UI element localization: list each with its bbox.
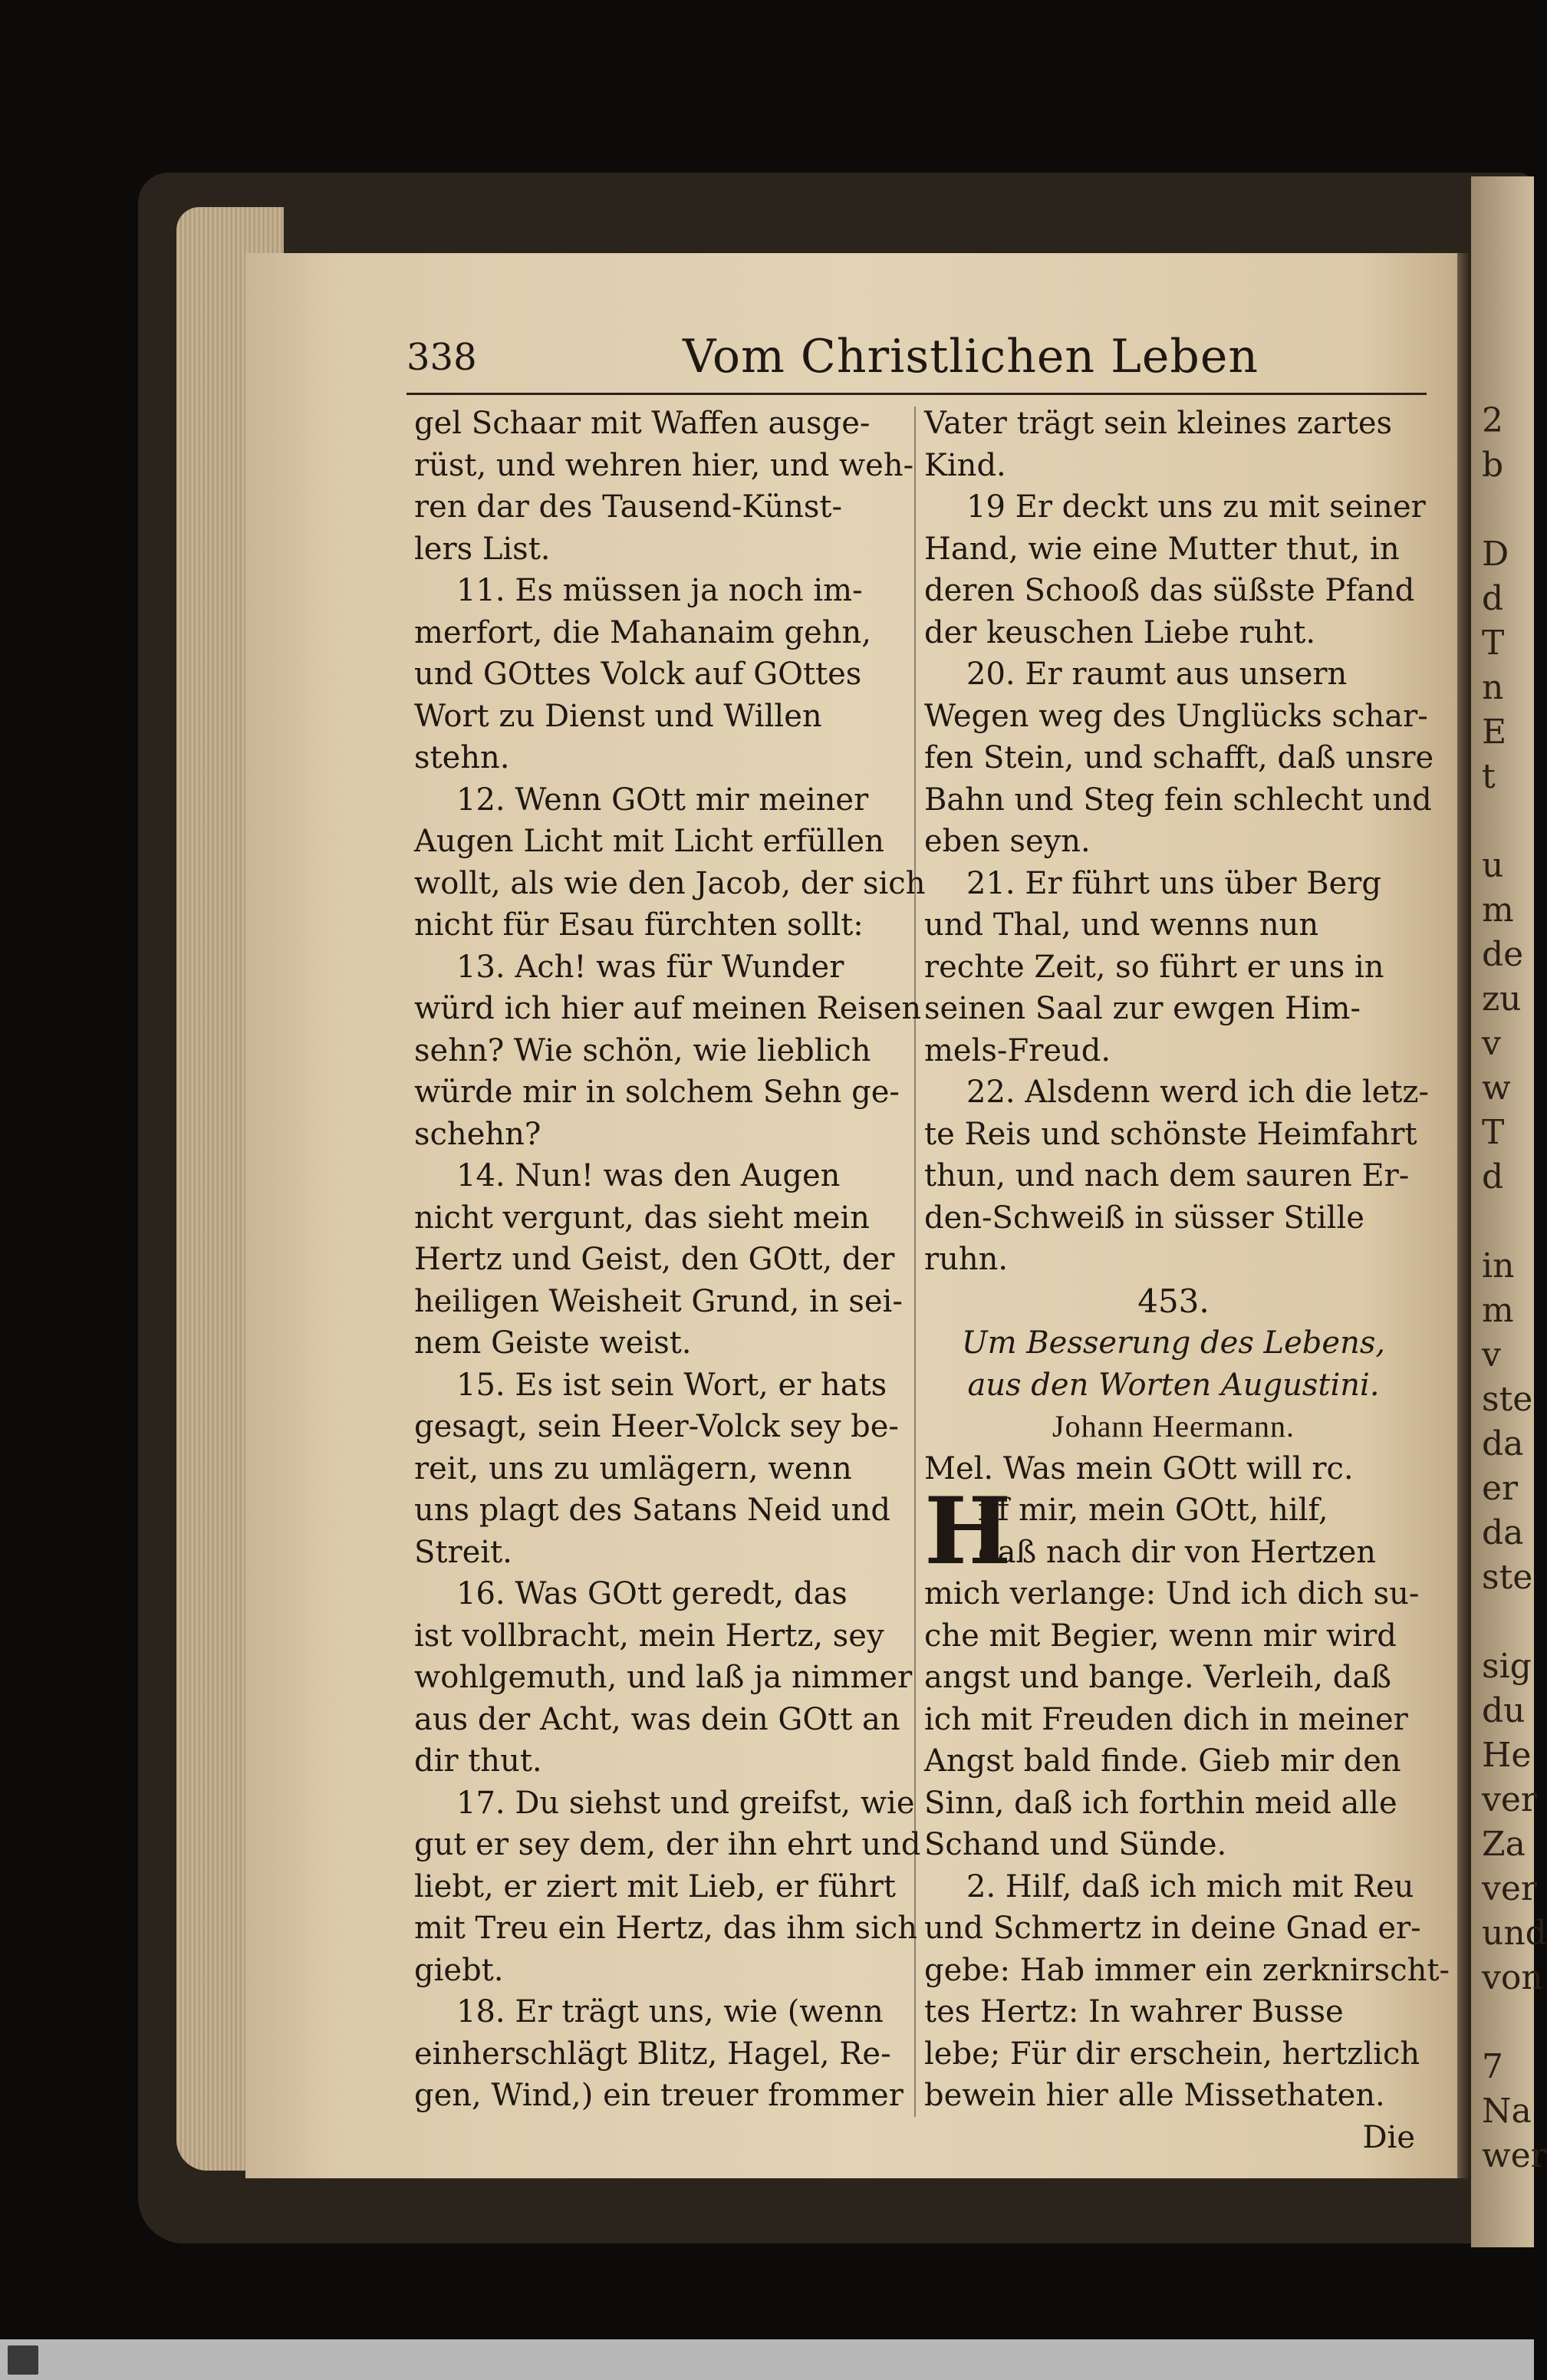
text-line: ich mit Freuden dich in meiner <box>924 1701 1408 1737</box>
catchword: Die <box>1362 2119 1415 2155</box>
facing-fragment-line: da <box>1482 1513 1524 1552</box>
facing-fragment-line: m <box>1482 1291 1514 1330</box>
text-line: 20. Er raumt aus unsern <box>966 657 1348 692</box>
running-head: Vom Christlichen Leben <box>683 330 1259 383</box>
text-line: Wort zu Dienst und Willen <box>414 698 822 734</box>
facing-fragment-line: E <box>1482 713 1507 752</box>
text-line: sehn? Wie schön, wie lieblich <box>414 1032 871 1068</box>
text-line: Angst bald finde. Gieb mir den <box>924 1743 1401 1779</box>
text-line: 17. Du siehst und greifst, wie <box>456 1785 915 1821</box>
facing-fragment-line: T <box>1482 624 1505 663</box>
facing-fragment-line: von <box>1482 1958 1543 1997</box>
text-line: Wegen weg des Unglücks schar- <box>924 698 1428 734</box>
text-line: reit, uns zu umlägern, wenn <box>414 1450 852 1486</box>
text-line: und GOttes Volck auf GOttes <box>414 657 862 692</box>
facing-fragment-line: sig <box>1482 1647 1532 1686</box>
facing-fragment-line: Za <box>1482 1825 1526 1864</box>
facing-fragment-line: zu <box>1482 979 1522 1019</box>
facing-fragment-line: in <box>1482 1246 1515 1285</box>
hymn-melody: Mel. Was mein GOtt will rc. <box>924 1450 1354 1486</box>
facing-fragment-line: u <box>1482 846 1504 885</box>
hymn-author: Johann Heermann. <box>1052 1409 1295 1443</box>
text-line: deren Schooß das süßste Pfand <box>924 573 1415 608</box>
text-line: Bahn und Steg fein schlecht und <box>924 782 1432 818</box>
hymn-second-line: daß nach dir von Hertzen <box>978 1534 1377 1570</box>
text-line: gel Schaar mit Waffen ausge- <box>414 406 871 441</box>
column-divider <box>914 407 916 2117</box>
text-line: Schand und Sünde. <box>924 1827 1227 1862</box>
text-line: 19 Er deckt uns zu mit seiner <box>966 489 1426 525</box>
text-line: schehn? <box>414 1116 541 1152</box>
book-gutter <box>1457 253 1473 2178</box>
drop-cap: H <box>924 1477 1012 1585</box>
facing-fragment-line: D <box>1482 535 1509 574</box>
facing-fragment-line: ste <box>1482 1380 1533 1419</box>
hymn-first-line: ilf mir, mein GOtt, hilf, <box>978 1493 1328 1528</box>
text-line: 12. Wenn GOtt mir meiner <box>456 782 869 818</box>
text-line: 18. Er trägt uns, wie (wenn <box>456 1994 884 2029</box>
text-line: Sinn, daß ich forthin meid alle <box>924 1785 1397 1821</box>
facing-fragment-line: b <box>1482 446 1504 485</box>
text-line: 22. Alsdenn werd ich die letz- <box>966 1075 1429 1110</box>
text-line: 11. Es müssen ja noch im- <box>456 573 863 608</box>
text-line: Streit. <box>414 1534 512 1570</box>
text-line: gesagt, sein Heer-Volck sey be- <box>414 1409 899 1444</box>
text-line: nem Geiste weist. <box>414 1325 692 1361</box>
facing-fragment-line: d <box>1482 579 1504 618</box>
text-line: aus der Acht, was dein GOtt an <box>414 1701 900 1737</box>
text-line: stehn. <box>414 740 510 775</box>
text-line: liebt, er ziert mit Lieb, er führt <box>414 1868 896 1904</box>
text-line: Augen Licht mit Licht erfüllen <box>414 824 884 859</box>
text-line: giebt. <box>414 1952 504 1988</box>
text-line: 14. Nun! was den Augen <box>456 1158 841 1193</box>
facing-fragment-line <box>1482 799 1534 844</box>
facing-fragment-line: ver <box>1482 1780 1537 1819</box>
text-line: wohlgemuth, und laß ja nimmer <box>414 1660 913 1695</box>
right-column-bottom <box>924 1573 1450 2117</box>
text-line: uns plagt des Satans Neid und <box>414 1493 891 1528</box>
text-line: 13. Ach! was für Wunder <box>456 949 844 985</box>
text-line: Vater trägt sein kleines zartes <box>924 406 1393 441</box>
facing-fragment-line: und <box>1482 1914 1547 1953</box>
facing-fragment-line: er <box>1482 1469 1519 1508</box>
text-line: gut er sey dem, der ihn ehrt und <box>414 1827 921 1862</box>
facing-fragment-line: 7 <box>1482 2047 1503 2086</box>
right-column-top <box>924 403 1434 1281</box>
facing-fragment-line: 2 <box>1482 401 1503 440</box>
text-line: lebe; Für dir erschein, hertzlich <box>924 2036 1420 2072</box>
header-rule <box>406 393 1427 395</box>
text-line: ren dar des Tausend-Künst- <box>414 489 842 525</box>
facing-fragment-line <box>1482 1200 1534 1244</box>
text-line: fen Stein, und schafft, daß unsre <box>924 740 1434 775</box>
text-line: angst und bange. Verleih, daß <box>924 1660 1391 1695</box>
text-line: einherschlägt Blitz, Hagel, Re- <box>414 2036 891 2072</box>
text-line: mit Treu ein Hertz, das ihm sich <box>414 1911 918 1946</box>
text-line: den-Schweiß in süsser Stille <box>924 1200 1364 1236</box>
facing-fragment-line: He <box>1482 1736 1532 1775</box>
facing-fragment-line: ver <box>1482 1869 1537 1908</box>
text-line: ist vollbracht, mein Hertz, sey <box>414 1618 884 1654</box>
facing-fragment-line: n <box>1482 668 1504 707</box>
facing-fragment-line <box>1482 2000 1534 2045</box>
text-line: nicht für Esau fürchten sollt: <box>414 907 864 943</box>
viewer-footer-bar <box>0 2339 1534 2380</box>
facing-fragment-line: m <box>1482 890 1514 930</box>
text-line: 15. Es ist sein Wort, er hats <box>456 1367 887 1403</box>
text-line: wollt, als wie den Jacob, der sich <box>414 865 926 901</box>
text-line: 21. Er führt uns über Berg <box>966 865 1382 901</box>
text-line: würde mir in solchem Sehn ge- <box>414 1075 900 1110</box>
book-page <box>245 253 1457 2178</box>
left-column <box>414 403 926 2117</box>
text-line: Hertz und Geist, den GOtt, der <box>414 1242 895 1277</box>
facing-fragment-line: v <box>1482 1335 1501 1374</box>
hymn-number: 453. <box>1137 1282 1210 1320</box>
library-logo-icon <box>8 2345 38 2375</box>
text-line: Kind. <box>924 447 1006 483</box>
facing-page-fragment <box>1471 176 1547 2178</box>
facing-page-edge <box>1471 176 1547 2247</box>
right-column <box>924 403 1450 2158</box>
text-line: und Schmertz in deine Gnad er- <box>924 1911 1421 1946</box>
text-line: gen, Wind,) ein treuer frommer <box>414 2078 904 2113</box>
text-line: merfort, die Mahanaim gehn, <box>414 614 871 650</box>
text-line: rechte Zeit, so führt er uns in <box>924 949 1384 985</box>
page-number: 338 <box>406 336 477 379</box>
facing-fragment-line: da <box>1482 1424 1524 1463</box>
text-line: ruhn. <box>924 1242 1009 1277</box>
text-line: dir thut. <box>414 1743 542 1779</box>
hymn-title-source: aus den Worten Augustini. <box>967 1367 1380 1403</box>
facing-fragment-line <box>1482 1600 1534 1644</box>
hymn-title: Um Besserung des Lebens, <box>961 1325 1386 1361</box>
text-line: mels-Freud. <box>924 1032 1111 1068</box>
text-line: nicht vergunt, das sieht mein <box>414 1200 870 1236</box>
facing-fragment-line <box>1482 488 1534 532</box>
text-line: 16. Was GOtt geredt, das <box>456 1576 848 1611</box>
text-line: Hand, wie eine Mutter thut, in <box>924 531 1400 567</box>
text-line: der keuschen Liebe ruht. <box>924 614 1316 650</box>
facing-fragment-line: wer <box>1482 2136 1547 2175</box>
text-line: seinen Saal zur ewgen Him- <box>924 991 1361 1026</box>
text-line: gebe: Hab immer ein zerknirscht- <box>924 1952 1450 1988</box>
facing-fragment-line: v <box>1482 1024 1501 1063</box>
text-line: bewein hier alle Missethaten. <box>924 2078 1385 2113</box>
text-line: tes Hertz: In wahrer Busse <box>924 1994 1344 2029</box>
text-line: 2. Hilf, daß ich mich mit Reu <box>966 1868 1414 1904</box>
facing-fragment-line: d <box>1482 1157 1504 1197</box>
facing-fragment-line: w <box>1482 1068 1511 1108</box>
facing-fragment-line: t <box>1482 757 1496 796</box>
text-line: und Thal, und wenns nun <box>924 907 1319 943</box>
text-line: thun, und nach dem sauren Er- <box>924 1158 1410 1193</box>
text-line: eben seyn. <box>924 824 1091 859</box>
text-line: lers List. <box>414 531 551 567</box>
facing-fragment-line: ste <box>1482 1558 1533 1597</box>
facing-fragment-line: de <box>1482 935 1524 974</box>
facing-fragment-line: T <box>1482 1113 1505 1152</box>
facing-fragment-line: Na <box>1482 2092 1532 2131</box>
text-line: heiligen Weisheit Grund, in sei- <box>414 1283 903 1319</box>
text-line: te Reis und schönste Heimfahrt <box>924 1116 1417 1152</box>
text-line: würd ich hier auf meinen Reisen <box>414 991 922 1026</box>
hymn-opening <box>924 1477 1423 1585</box>
facing-fragment-line: du <box>1482 1691 1526 1730</box>
text-line: rüst, und wehren hier, und weh- <box>414 447 914 483</box>
text-line: mich verlange: Und ich dich su- <box>924 1576 1420 1611</box>
text-line: che mit Begier, wenn mir wird <box>924 1618 1397 1654</box>
page-header <box>406 330 1411 383</box>
